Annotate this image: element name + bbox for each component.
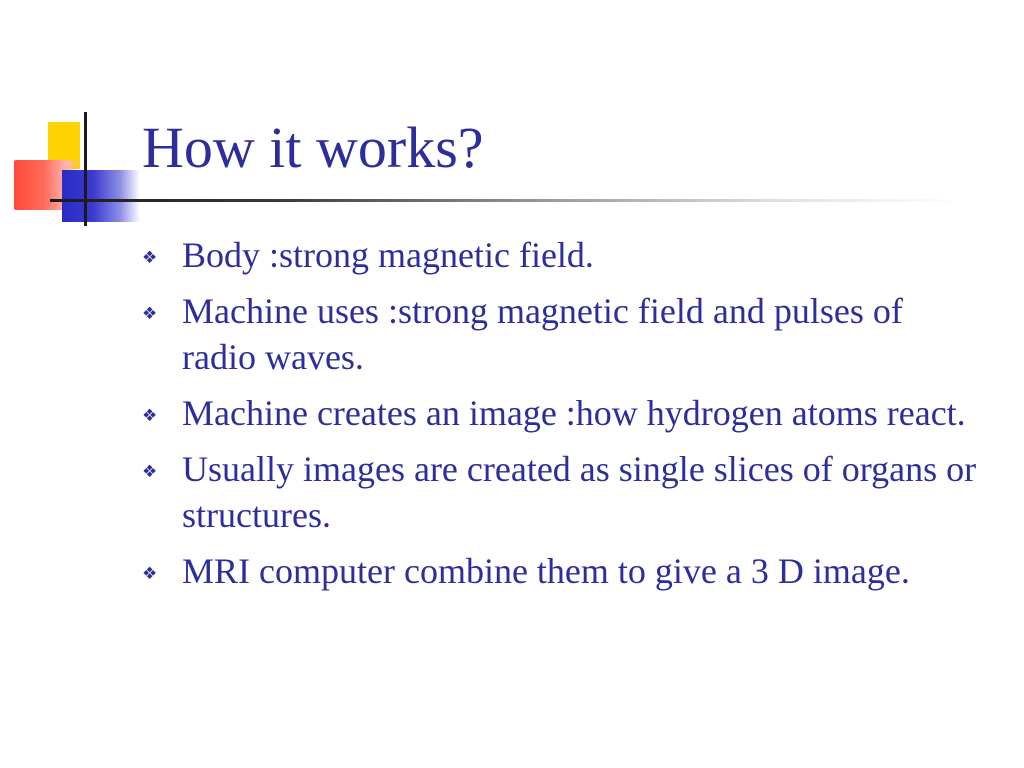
list-item — [142, 446, 982, 538]
list-item — [142, 288, 982, 380]
four-diamond-bullet-icon: ❖ — [142, 304, 158, 324]
four-diamond-bullet-icon: ❖ — [142, 406, 158, 426]
bullet-text: Machine uses :strong magnetic field and pulses of radio waves. — [182, 291, 903, 377]
bullet-text: MRI computer combine them to give a 3 D image. — [182, 551, 910, 591]
bullet-text: Body :strong magnetic field. — [182, 235, 594, 275]
slide-title: How it works? — [142, 115, 484, 180]
bullet-list — [142, 232, 982, 604]
title-underline-rule — [50, 199, 960, 202]
list-item — [142, 548, 982, 594]
four-diamond-bullet-icon: ❖ — [142, 462, 158, 482]
four-diamond-bullet-icon: ❖ — [142, 248, 158, 268]
corner-ornament — [0, 0, 160, 240]
list-item — [142, 232, 982, 278]
blue-square-decoration — [62, 170, 140, 222]
list-item — [142, 390, 982, 436]
vertical-rule — [84, 112, 87, 226]
bullet-text: Machine creates an image :how hydrogen atoms react. — [182, 393, 966, 433]
four-diamond-bullet-icon: ❖ — [142, 564, 158, 584]
bullet-text: Usually images are created as single slices of organs or structures. — [182, 449, 977, 535]
